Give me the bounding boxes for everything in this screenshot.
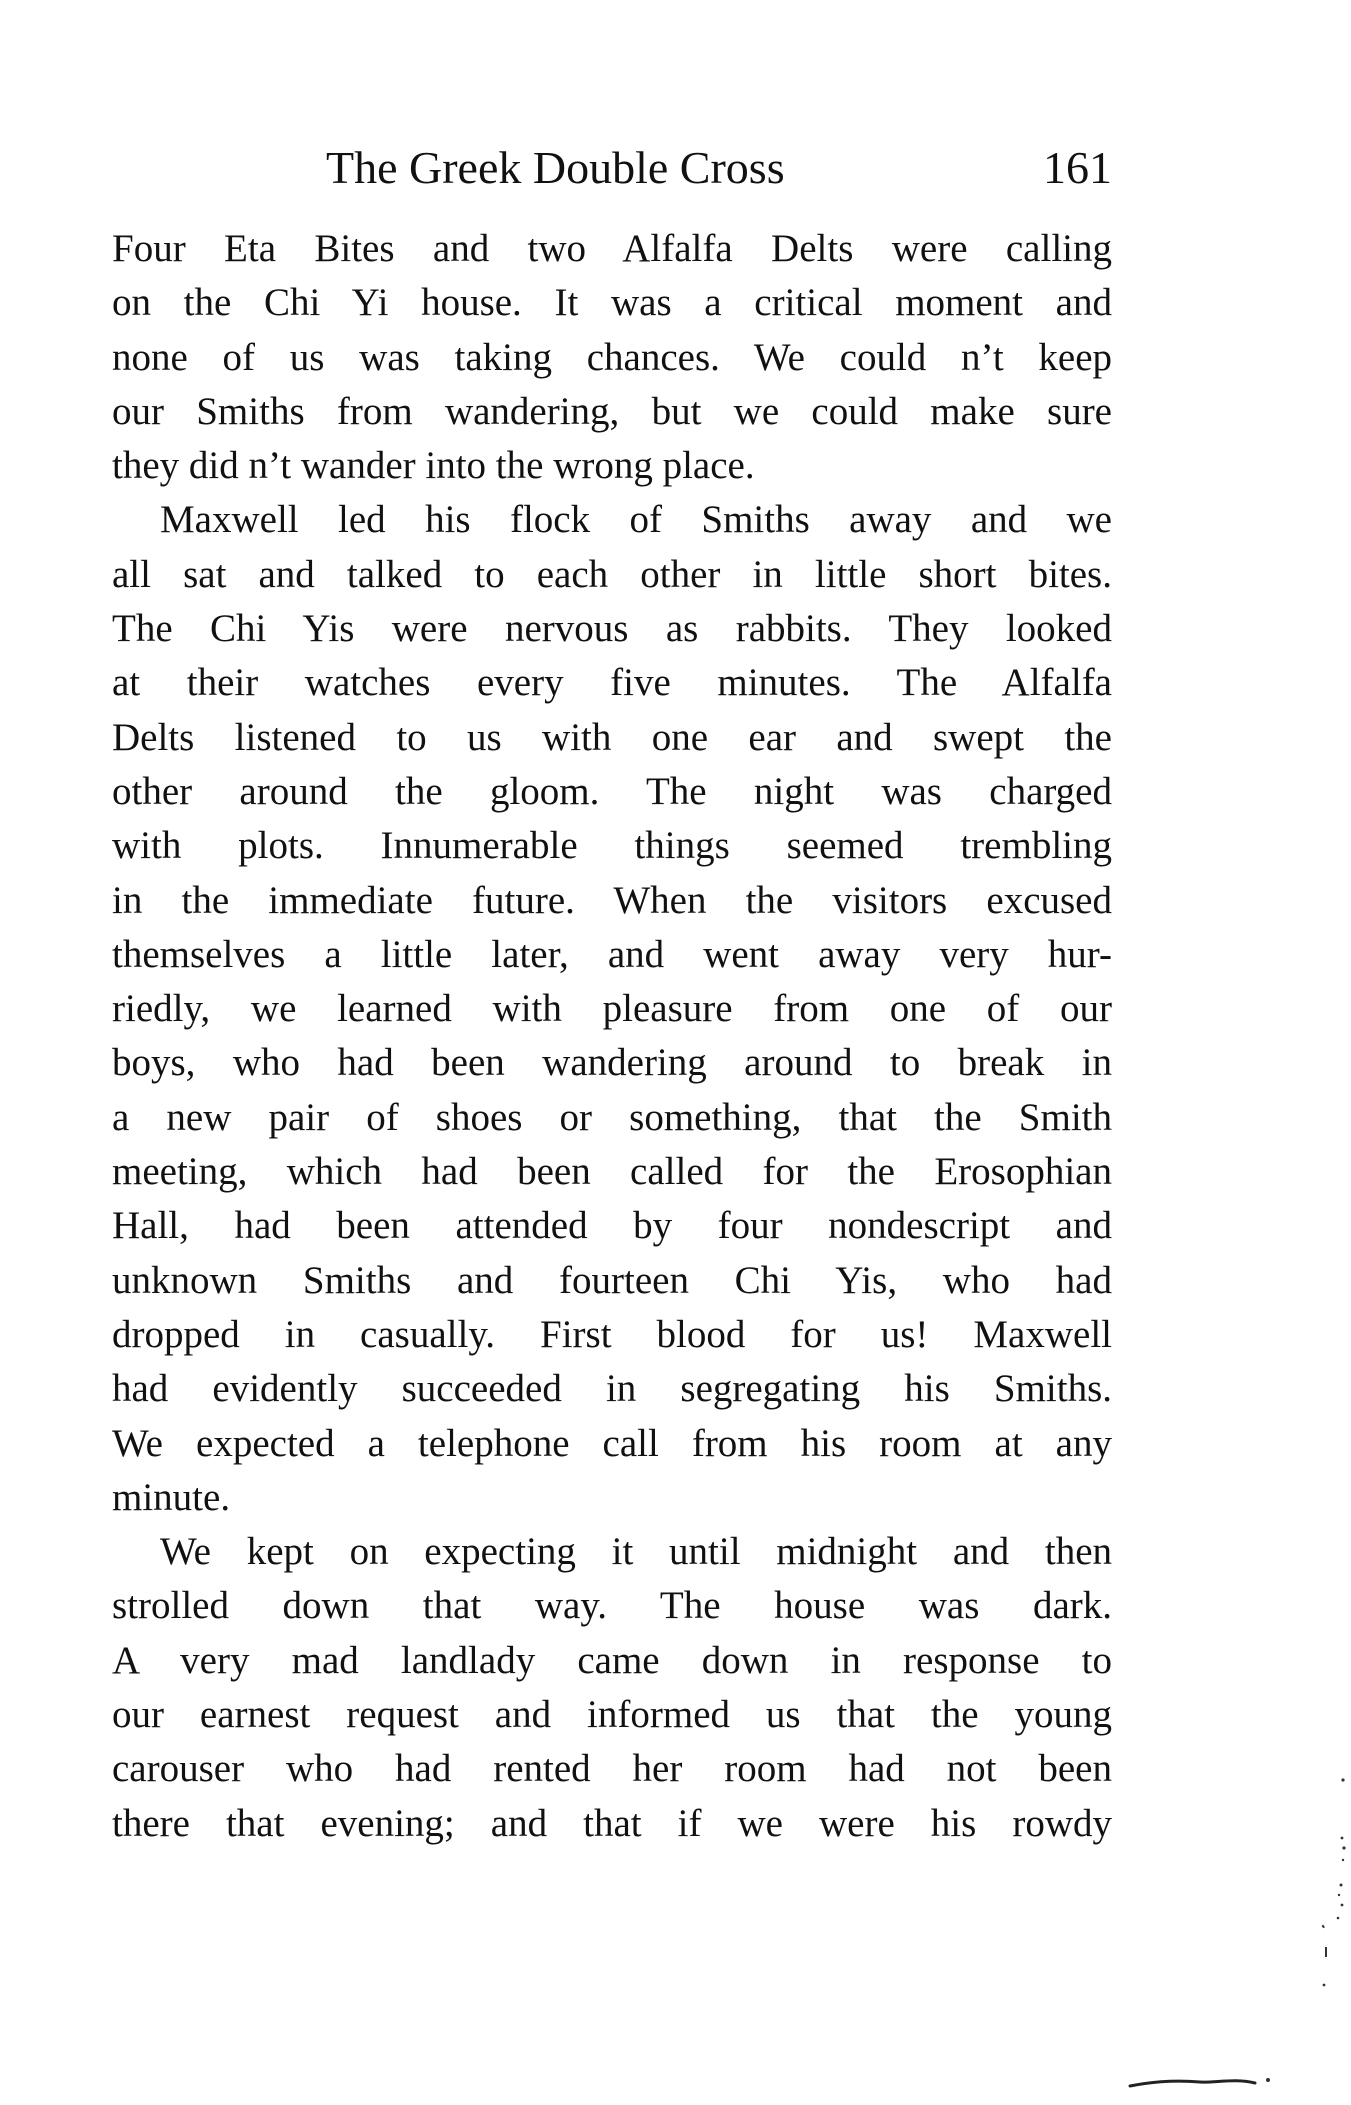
ink-dot-icon xyxy=(1266,2078,1270,2082)
text-line: Delts listened to us with one ear and swept the xyxy=(112,715,1112,759)
text-line: at their watches every five minutes. The Alfalfa xyxy=(112,661,1112,705)
text-line: minute. xyxy=(112,1475,231,1519)
text-line: Hall, had been attended by four nondescript and xyxy=(112,1204,1112,1248)
text-line: strolled down that way. The house was dark. xyxy=(112,1584,1112,1628)
text-line: riedly, we learned with pleasure from one of our xyxy=(112,987,1112,1031)
text-line: with plots. Innumerable things seemed trembling xyxy=(112,824,1112,868)
paragraph-start-line: We kept on expecting it until midnight and then xyxy=(160,1530,1112,1574)
page-number: 161 xyxy=(1043,142,1112,193)
text-line: there that evening; and that if we were his rowdy xyxy=(112,1801,1112,1845)
text-line: A very mad landlady came down in response to xyxy=(112,1638,1112,1682)
text-line: boys, who had been wandering around to break in xyxy=(112,1041,1112,1085)
text-line: none of us was taking chances. We could n’t keep xyxy=(112,335,1112,379)
text-line: had evidently succeeded in segregating his Smiths. xyxy=(112,1367,1112,1411)
running-head xyxy=(112,138,1112,198)
body-text xyxy=(112,222,1112,1851)
text-line: meeting, which had been called for the Erosophian xyxy=(112,1150,1112,1194)
running-head-title: The Greek Double Cross xyxy=(326,142,785,193)
text-line: dropped in casually. First blood for us! Maxwell xyxy=(112,1312,1112,1356)
text-line: The Chi Yis were nervous as rabbits. They looked xyxy=(112,607,1112,651)
text-line: all sat and talked to each other in little short bites. xyxy=(112,552,1112,596)
margin-speck-icon xyxy=(1322,1778,1346,1986)
ink-smudge-icon xyxy=(1130,2081,1255,2086)
text-line: We expected a telephone call from his room at any xyxy=(112,1421,1112,1465)
text-line: on the Chi Yi house. It was a critical moment and xyxy=(112,281,1112,325)
text-line: Four Eta Bites and two Alfalfa Delts were calling xyxy=(112,227,1112,270)
text-line: unknown Smiths and fourteen Chi Yis, who had xyxy=(112,1258,1112,1302)
text-line: in the immediate future. When the visitors excused xyxy=(112,878,1112,922)
text-line: other around the gloom. The night was charged xyxy=(112,769,1112,813)
text-line: they did n’t wander into the wrong place. xyxy=(112,444,755,488)
text-line: a new pair of shoes or something, that the Smith xyxy=(112,1095,1112,1139)
text-line: our Smiths from wandering, but we could make sure xyxy=(112,389,1112,433)
text-line: themselves a little later, and went away very hur- xyxy=(112,932,1112,976)
paragraph-start-line: Maxwell led his flock of Smiths away and we xyxy=(160,498,1112,542)
text-line: our earnest request and informed us that the young xyxy=(112,1693,1112,1737)
text-line: carouser who had rented her room had not been xyxy=(112,1747,1112,1791)
